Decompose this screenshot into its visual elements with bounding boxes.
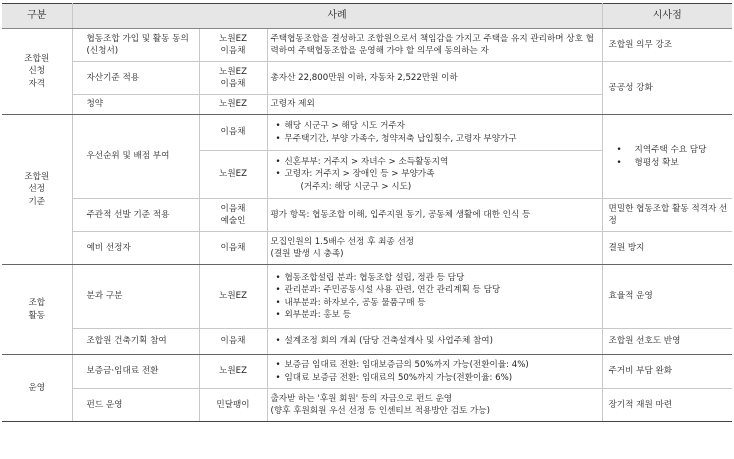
header-case: 사례 [72,4,602,29]
row-sub: 자산기준 적용 [72,62,199,95]
row-actor: 이음채 예술인 [199,199,267,232]
row-desc: 고령자 제외 [267,95,602,115]
row-sub: 펀드 운영 [72,389,199,422]
bullet-item: • 해당 시군구 > 해당 시도 거주자 [285,120,599,132]
row-actor: 노원EZ [199,355,267,389]
row-actor: 노원EZ 이음채 [199,29,267,62]
row-actor: 이음채 [199,329,267,355]
bullet-item: • 무주택기간, 부양 가족수, 청약저축 납입횟수, 고령자 부양가구 [285,133,599,145]
row-sub: 예비 선정자 [72,232,199,265]
group-eligibility: 조합원 신청 자격 [2,29,72,115]
row-desc [267,265,602,329]
row-implication: 결원 방지 [602,232,732,265]
row-desc [267,329,602,355]
bullet-item: • 형평성 확보 [623,157,730,169]
bullet-item: • 외부분과: 홍보 등 [285,309,599,321]
row-implication: 장기적 재원 마련 [602,389,732,422]
row-implication: 공공성 강화 [602,62,732,115]
bullet-item: • 협동조합설립 분과: 협동조합 설립, 정관 등 담당 [285,272,599,284]
header-category: 구분 [2,4,72,29]
table-row [2,29,732,62]
table-row [2,62,732,95]
table-row [2,265,732,329]
table-row [2,199,732,232]
table-row [2,115,732,151]
bullet-item: • 임대료 보증금 전환: 임대료의 50%까지 가능(전환이율: 6%) [285,372,599,384]
row-sub: 우선순위 및 배점 부여 [72,115,199,199]
row-sub: 조합원 건축기획 참여 [72,329,199,355]
bullet-item: • 설계조정 회의 개최 (담당 건축설계사 및 사업주체 참여) [285,335,599,347]
row-actor: 노원EZ 이음채 [199,62,267,95]
group-activity: 조합 활동 [2,265,72,355]
row-sub: 주관적 선발 기준 적용 [72,199,199,232]
row-implication: 조합원 의무 강조 [602,29,732,62]
row-desc: 출자받 하는 '후원 회원' 등의 자금으로 펀드 운영 (향후 후원회원 우선 선정 등 인센티브 적용방안 검토 가능) [267,389,602,422]
row-implication: 효율적 운영 [602,265,732,329]
row-note: (거주지: 해당 시군구 > 시도) [300,181,412,192]
group-operation: 운영 [2,355,72,422]
bullet-item: • 보증금 임대료 전환: 임대보증금의 50%까지 가능(전환이율: 4%) [285,359,599,371]
row-actor: 이음채 [199,115,267,151]
row-implication: 주거비 부담 완화 [602,355,732,389]
row-implication: 면밀한 협동조합 활동 적격자 선정 [602,199,732,232]
bullet-item: • 내부분과: 하자보수, 공동 물품구매 등 [285,297,599,309]
row-desc: 평가 항목: 협동조합 이해, 입주지원 동기, 공동체 생활에 대한 인식 등 [267,199,602,232]
row-sub: 보증금·임대료 전환 [72,355,199,389]
row-sub: 협동조합 가입 및 활동 동의 (신청서) [72,29,199,62]
group-selection: 조합원 선정 기준 [2,115,72,265]
row-desc [267,151,602,199]
row-desc: 총자산 22,800만원 이하, 자동차 2,522만원 이하 [267,62,602,95]
row-actor: 노원EZ [199,95,267,115]
table-row [2,232,732,265]
row-desc: 주택협동조합을 결성하고 조합원으로서 책임감을 가지고 주택을 유지 관리하며 상호 협력하여 주택협동조합을 운영해 가야 할 의무에 동의하는 자 [267,29,602,62]
table-row [2,389,732,422]
row-actor: 노원EZ [199,265,267,329]
row-sub: 청약 [72,95,199,115]
row-actor: 민달팽이 [199,389,267,422]
row-actor: 이음채 [199,232,267,265]
row-implication: 조합원 선호도 반영 [602,329,732,355]
row-implication [602,115,732,199]
bullet-item: • 고령자: 거주지 > 장애인 등 > 부양가족 [285,168,599,180]
header-implication: 시사점 [602,4,732,29]
row-desc: 모집인원의 1.5배수 선정 후 최종 선정 (결원 발생 시 충족) [267,232,602,265]
bullet-item: • 지역주택 수요 담당 [623,144,730,156]
row-desc [267,355,602,389]
row-sub: 분과 구분 [72,265,199,329]
table-row [2,329,732,355]
table-header-row [2,4,732,29]
row-actor: 노원EZ [199,151,267,199]
bullet-item: • 관리분과: 주민공동시설 사용 관련, 연간 관리계획 등 담당 [285,284,599,296]
bullet-item: • 신혼부부: 거주지 > 자녀수 > 소득활동지역 [285,156,599,168]
case-table [2,3,732,422]
row-desc [267,115,602,151]
table-row [2,355,732,389]
